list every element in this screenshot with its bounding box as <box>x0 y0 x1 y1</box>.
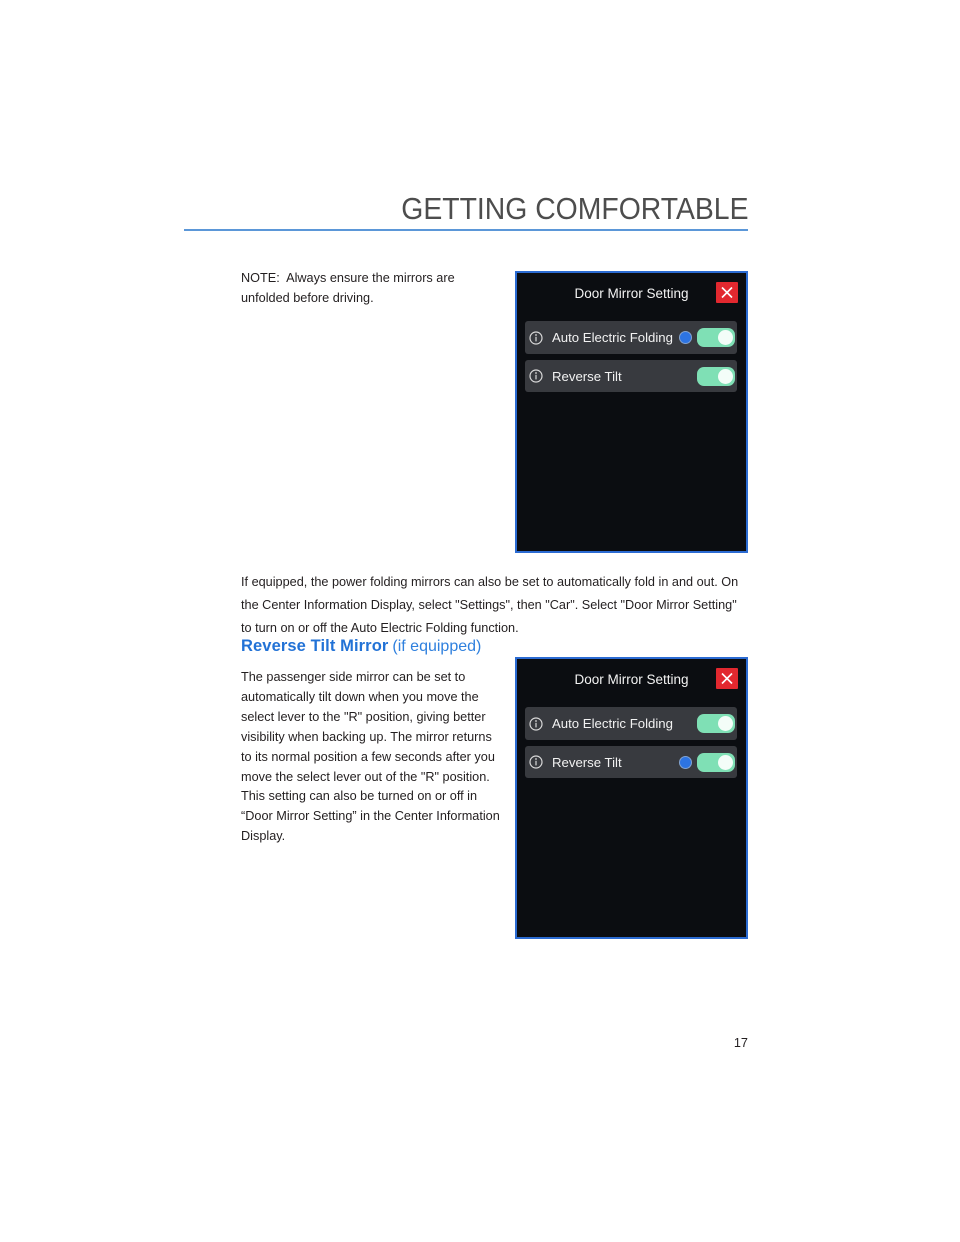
paragraph-line: NOTE: Always ensure the mirrors are <box>241 271 455 285</box>
auto-electric-folding-toggle[interactable] <box>697 328 735 347</box>
selection-dot-icon <box>680 332 691 343</box>
screen-title: Door Mirror Setting <box>574 672 689 687</box>
header-rule <box>184 229 748 231</box>
paragraph-line: unfolded before driving. <box>241 291 374 305</box>
page-number: 17 <box>733 1036 748 1050</box>
paragraph-line: This setting can also be turned on or off in <box>241 789 478 804</box>
selection-dot-icon <box>680 757 691 768</box>
toggle-knob <box>718 716 733 731</box>
info-icon[interactable] <box>529 755 543 769</box>
folding-paragraph <box>241 571 738 640</box>
paragraph-line: the Center Information Display, select "Settings", then "Car". Select "Door Mirror Setting" <box>241 598 737 612</box>
door-mirror-setting-screen <box>515 657 748 939</box>
close-button[interactable] <box>716 668 738 689</box>
reverse-tilt-paragraph <box>241 668 500 847</box>
toggle-knob <box>718 755 733 770</box>
setting-label: Auto Electric Folding <box>552 330 673 345</box>
section-title: GETTING COMFORTABLE <box>400 191 748 226</box>
close-icon <box>716 282 738 303</box>
setting-label: Auto Electric Folding <box>552 716 673 731</box>
note-paragraph <box>241 268 455 308</box>
reverse-tilt-toggle[interactable] <box>697 367 735 386</box>
paragraph-line: to turn on or off the Auto Electric Folding function. <box>241 621 519 635</box>
heading-title: Reverse Tilt Mirror <box>241 637 389 655</box>
setting-row-auto-electric-folding[interactable] <box>525 321 737 354</box>
heading-note: (if equipped) <box>392 638 482 655</box>
info-icon[interactable] <box>529 717 543 731</box>
setting-label: Reverse Tilt <box>552 754 622 770</box>
setting-row-reverse-tilt[interactable] <box>525 746 737 778</box>
info-icon[interactable] <box>529 369 543 383</box>
paragraph-line: select lever to the "R" position, giving better <box>241 709 486 724</box>
close-button[interactable] <box>716 282 738 303</box>
screen-title: Door Mirror Setting <box>574 286 689 301</box>
paragraph-line: move the select lever out of the "R" position. <box>241 769 490 784</box>
toggle-knob <box>718 369 733 384</box>
paragraph-line: to its normal position a few seconds after you <box>241 749 495 764</box>
close-icon <box>716 668 738 689</box>
paragraph-line: If equipped, the power folding mirrors can also be set to automatically fold in and out. On <box>241 575 739 589</box>
setting-row-reverse-tilt[interactable] <box>525 360 737 392</box>
paragraph-line: The passenger side mirror can be set to <box>241 670 466 684</box>
setting-label: Reverse Tilt <box>552 368 622 384</box>
door-mirror-setting-screen <box>515 271 748 553</box>
paragraph-line: Display. <box>241 829 286 844</box>
section-heading <box>241 636 481 657</box>
paragraph-line: visibility when backing up. The mirror returns <box>241 729 492 744</box>
auto-electric-folding-toggle[interactable] <box>697 714 735 733</box>
reverse-tilt-toggle[interactable] <box>697 753 735 772</box>
toggle-knob <box>718 330 733 345</box>
paragraph-line: “Door Mirror Setting” in the Center Information <box>241 809 500 824</box>
paragraph-line: automatically tilt down when you move the <box>241 689 479 704</box>
info-icon[interactable] <box>529 331 543 345</box>
setting-row-auto-electric-folding[interactable] <box>525 707 737 740</box>
